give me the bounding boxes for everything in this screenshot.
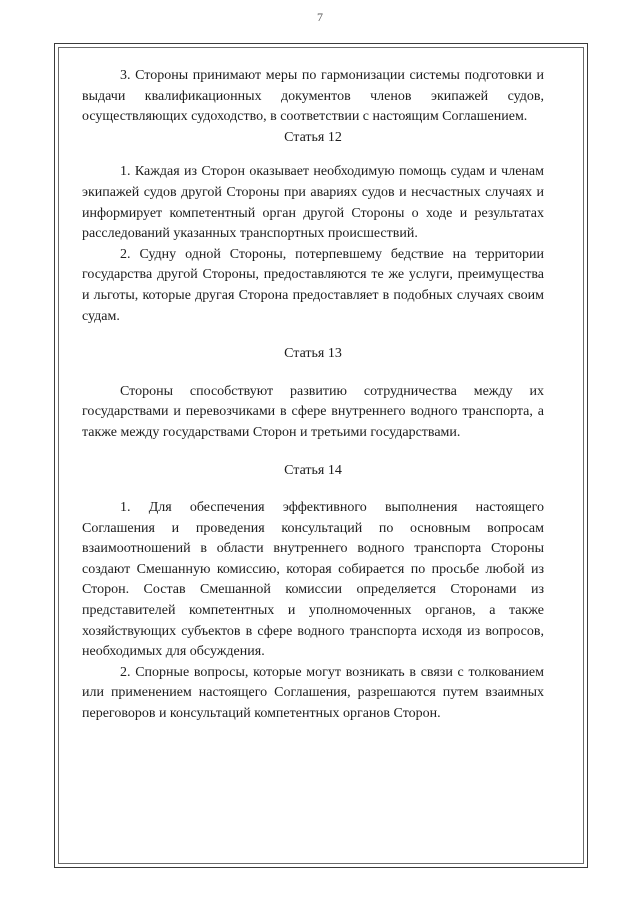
page-number: 7 xyxy=(317,10,323,24)
spacer xyxy=(82,148,544,162)
spacer xyxy=(82,481,544,498)
document-body xyxy=(82,66,544,725)
article-12-paragraph-1: 1. Каждая из Сторон оказывает необходимую помощь судам и членам экипажей судов другой Стороны при авариях судов и несчастных случаях и информирует компетентный орган другой Стороны о ходе и результатах расследований указанных транспортных происшествий. xyxy=(82,164,544,242)
spacer xyxy=(82,327,544,344)
article-12-paragraph-2: 2. Судну одной Стороны, потерпевшему бедствие на территории государства другой Стороны, предоставляются те же услуги, преимущества и льготы, которые другая Сторона предоставляет в подобных случаях своим судам. xyxy=(82,246,544,324)
article-14-paragraph-1: 1. Для обеспечения эффективного выполнения настоящего Соглашения и проведения консультаций по основным вопросам взаимоотношений в области внутреннего водного транспорта Стороны создают Смешанную комиссию, которая собирается по просьбе любой из Сторон. Состав Смешанной комиссии определяется Сторонами из представителей компетентных и уполномоченных органов, а также хозяйствующих субъектов в сфере водного транспорта исходя из вопросов, необходимых для обсуждения. xyxy=(82,500,544,660)
article-13-paragraph-1: Стороны способствуют развитию сотрудничества между их государствами и перевозчиками в сфере внутреннего водного транспорта, а также между государствами Сторон и третьими государствами. xyxy=(82,383,544,440)
article-13-heading: Статья 13 xyxy=(284,346,342,362)
article-12-heading: Статья 12 xyxy=(284,129,342,145)
article-14-heading: Статья 14 xyxy=(284,462,342,478)
article-11-paragraph-3: 3. Стороны принимают меры по гармонизации системы подготовки и выдачи квалификационных документов членов экипажей судов, осуществляющих судоходство, в соответствии с настоящим Соглашением. xyxy=(82,68,544,125)
spacer xyxy=(82,444,544,461)
article-14-paragraph-2: 2. Спорные вопросы, которые могут возникать в связи с толкованием или применением настоящего Соглашения, разрешаются путем взаимных переговоров и консультаций компетентных органов Сторон. xyxy=(82,664,544,722)
spacer xyxy=(82,365,544,382)
